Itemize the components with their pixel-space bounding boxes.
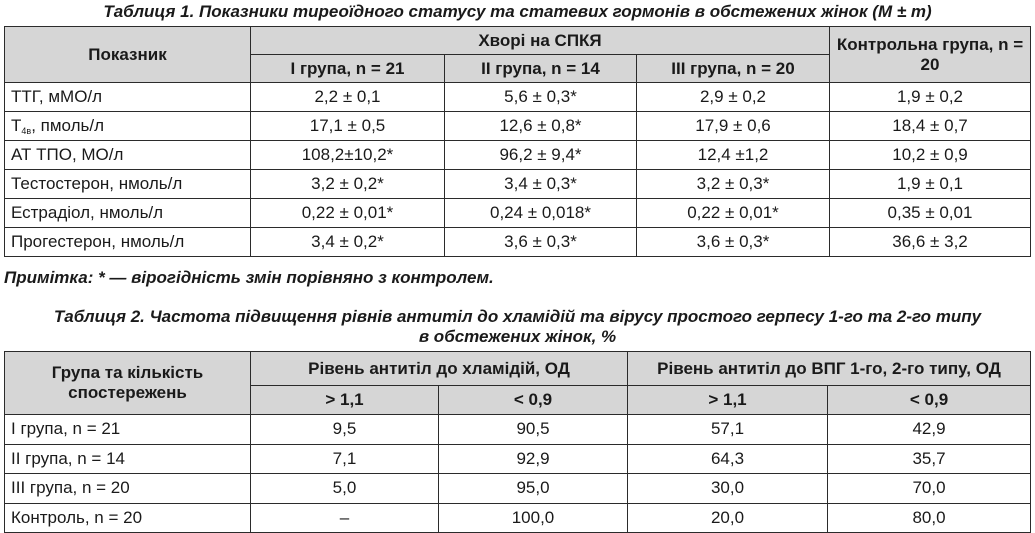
cell-chlamydia-lt: 100,0 — [439, 503, 628, 533]
cell-group-3: 3,6 ± 0,3* — [637, 228, 830, 257]
cell-control: 10,2 ± 0,9 — [830, 141, 1031, 170]
cell-group-1: 3,2 ± 0,2* — [251, 170, 445, 199]
cell-group-2: 96,2 ± 9,4* — [445, 141, 637, 170]
table2 — [4, 351, 1031, 533]
table-row — [5, 112, 1031, 141]
header-group-2: ІІ група, n = 14 — [445, 55, 637, 83]
row-label — [5, 112, 251, 141]
header-group: Група та кількість спостережень — [5, 352, 251, 415]
cell-chlamydia-lt: 95,0 — [439, 474, 628, 504]
table-row — [5, 170, 1031, 199]
cell-hsv-lt: 80,0 — [828, 503, 1031, 533]
table-row — [5, 503, 1031, 533]
cell-group-3: 3,2 ± 0,3* — [637, 170, 830, 199]
table-row — [5, 141, 1031, 170]
row-label-main: Т — [11, 116, 22, 135]
row-label: Контроль, n = 20 — [5, 503, 251, 533]
cell-hsv-gt: 30,0 — [628, 474, 828, 504]
table-row — [5, 444, 1031, 474]
cell-chlamydia-gt: – — [251, 503, 439, 533]
row-label-subscript: 4в — [21, 126, 32, 136]
header-control-group: Контрольна група, n = 20 — [830, 27, 1031, 83]
cell-chlamydia-gt: 5,0 — [251, 474, 439, 504]
header-hsv-lt: < 0,9 — [828, 386, 1031, 415]
header-pcos-patients: Хворі на СПКЯ — [251, 27, 830, 55]
header-hsv-gt: > 1,1 — [628, 386, 828, 415]
table1-caption: Таблиця 1. Показники тиреоїдного статусу та статевих гормонів в обстежених жінок (М ± m) — [103, 2, 932, 21]
cell-hsv-gt: 64,3 — [628, 444, 828, 474]
header-group-3: ІІІ група, n = 20 — [637, 55, 830, 83]
row-label: Прогестерон, нмоль/л — [5, 228, 251, 257]
table2-caption-line2: в обстежених жінок, % — [418, 327, 617, 346]
cell-hsv-gt: 20,0 — [628, 503, 828, 533]
row-label: ІІІ група, n = 20 — [5, 474, 251, 504]
cell-group-3: 12,4 ±1,2 — [637, 141, 830, 170]
cell-group-1: 3,4 ± 0,2* — [251, 228, 445, 257]
cell-chlamydia-lt: 92,9 — [439, 444, 628, 474]
cell-group-2: 3,6 ± 0,3* — [445, 228, 637, 257]
cell-hsv-lt: 70,0 — [828, 474, 1031, 504]
cell-control: 1,9 ± 0,1 — [830, 170, 1031, 199]
cell-chlamydia-gt: 7,1 — [251, 444, 439, 474]
cell-hsv-gt: 57,1 — [628, 415, 828, 445]
table-row — [5, 415, 1031, 445]
cell-group-2: 5,6 ± 0,3* — [445, 83, 637, 112]
cell-hsv-lt: 42,9 — [828, 415, 1031, 445]
cell-group-1: 0,22 ± 0,01* — [251, 199, 445, 228]
table-row — [5, 83, 1031, 112]
table1 — [4, 26, 1031, 257]
table-row — [5, 228, 1031, 257]
cell-group-1: 108,2±10,2* — [251, 141, 445, 170]
cell-chlamydia-lt: 90,5 — [439, 415, 628, 445]
table-row — [5, 474, 1031, 504]
row-label: І група, n = 21 — [5, 415, 251, 445]
cell-group-3: 2,9 ± 0,2 — [637, 83, 830, 112]
cell-control: 18,4 ± 0,7 — [830, 112, 1031, 141]
cell-group-3: 0,22 ± 0,01* — [637, 199, 830, 228]
header-chlamydia-gt: > 1,1 — [251, 386, 439, 415]
cell-control: 36,6 ± 3,2 — [830, 228, 1031, 257]
header-hsv: Рівень антитіл до ВПГ 1-го, 2-го типу, ОД — [628, 352, 1031, 386]
row-label-unit: , пмоль/л — [31, 116, 105, 135]
header-indicator: Показник — [5, 27, 251, 83]
header-chlamydia: Рівень антитіл до хламідій, ОД — [251, 352, 628, 386]
row-label: ТТГ, мМО/л — [5, 83, 251, 112]
cell-group-2: 12,6 ± 0,8* — [445, 112, 637, 141]
cell-chlamydia-gt: 9,5 — [251, 415, 439, 445]
cell-group-2: 3,4 ± 0,3* — [445, 170, 637, 199]
cell-group-1: 2,2 ± 0,1 — [251, 83, 445, 112]
cell-hsv-lt: 35,7 — [828, 444, 1031, 474]
cell-group-1: 17,1 ± 0,5 — [251, 112, 445, 141]
cell-group-3: 17,9 ± 0,6 — [637, 112, 830, 141]
cell-control: 0,35 ± 0,01 — [830, 199, 1031, 228]
table-row — [5, 199, 1031, 228]
cell-control: 1,9 ± 0,2 — [830, 83, 1031, 112]
row-label: ІІ група, n = 14 — [5, 444, 251, 474]
header-group-1: І група, n = 21 — [251, 55, 445, 83]
table2-caption-line1: Таблиця 2. Частота підвищення рівнів антитіл до хламідій та вірусу простого герпесу 1-го та 2-го типу — [53, 307, 982, 326]
row-label: АТ ТПО, МО/л — [5, 141, 251, 170]
table1-note: Примітка: * — вірогідність змін порівняно з контролем. — [4, 268, 494, 287]
row-label: Тестостерон, нмоль/л — [5, 170, 251, 199]
row-label: Естрадіол, нмоль/л — [5, 199, 251, 228]
header-chlamydia-lt: < 0,9 — [439, 386, 628, 415]
cell-group-2: 0,24 ± 0,018* — [445, 199, 637, 228]
